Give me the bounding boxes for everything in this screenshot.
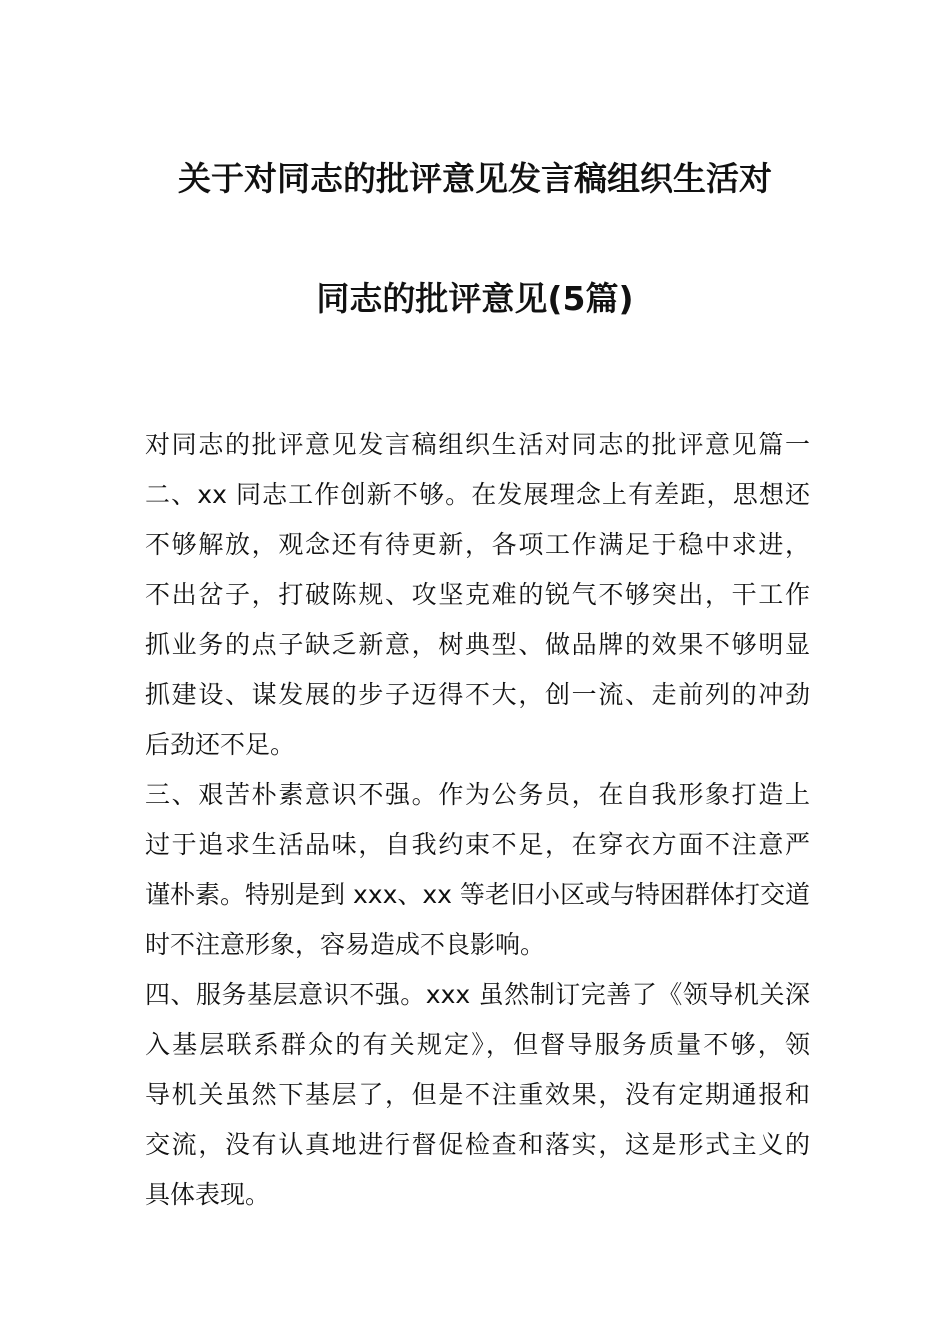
document-title-line-1: 关于对同志的批评意见发言稿组织生活对: [178, 159, 772, 198]
body-line: 谨朴素。特别是到 xxx、xx 等老旧小区或与特困群体打交道: [145, 880, 810, 909]
body-line: 不够解放，观念还有待更新，各项工作满足于稳中求进，: [145, 530, 810, 559]
body-line: 导机关虽然下基层了，但是不注重效果，没有定期通报和: [145, 1080, 810, 1109]
body-line: 对同志的批评意见发言稿组织生活对同志的批评意见篇一: [145, 430, 810, 459]
body-line: 二、xx 同志工作创新不够。在发展理念上有差距，思想还: [145, 480, 810, 509]
body-line: 不出岔子，打破陈规、攻坚克难的锐气不够突出，干工作: [145, 580, 810, 609]
body-line: 三、艰苦朴素意识不强。作为公务员，在自我形象打造上: [145, 780, 810, 809]
body-line: 四、服务基层意识不强。xxx 虽然制订完善了《领导机关深: [145, 980, 810, 1009]
body-line: 交流，没有认真地进行督促检查和落实，这是形式主义的: [145, 1130, 810, 1159]
body-line: 过于追求生活品味，自我约束不足，在穿衣方面不注意严: [145, 830, 810, 859]
body-line: 后劲还不足。: [145, 730, 296, 759]
document-title-line-2: 同志的批评意见(5篇): [316, 279, 634, 318]
body-line: 抓业务的点子缺乏新意，树典型、做品牌的效果不够明显: [145, 630, 810, 659]
document-body: [145, 420, 810, 1220]
body-line: 入基层联系群众的有关规定》，但督导服务质量不够，领: [145, 1030, 810, 1059]
body-line: 时不注意形象，容易造成不良影响。: [145, 930, 546, 959]
body-line: 具体表现。: [145, 1180, 271, 1209]
body-line: 抓建设、谋发展的步子迈得不大，创一流、走前列的冲劲: [145, 680, 810, 709]
